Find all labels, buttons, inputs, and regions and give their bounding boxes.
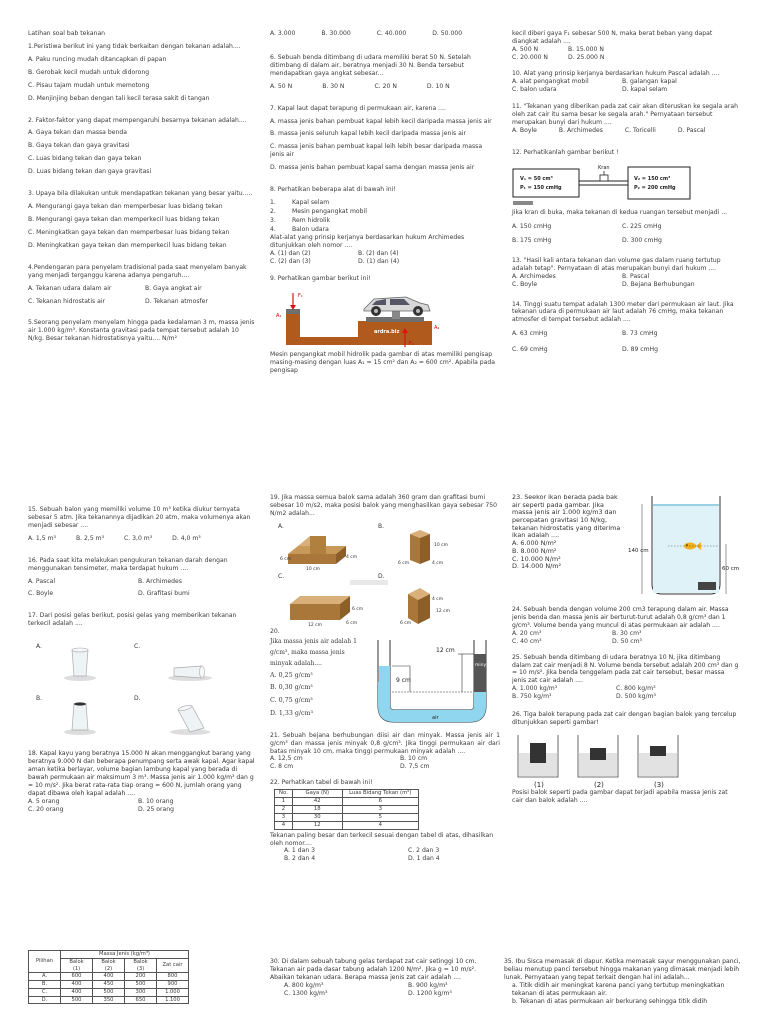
q8-option-d: D. (1) dan (4) (358, 257, 400, 265)
table-cell: 900 (157, 981, 189, 989)
q9-watermark: ardra.biz (374, 329, 400, 336)
q19-dim-d2: 12 cm (436, 608, 451, 614)
q35-option-b: b. Tekanan di atas permukaan air berkurang sehingga titik didih (512, 997, 708, 1005)
q2-option-c: C. Luas bidang tekan dan gaya tekan (28, 155, 142, 163)
q22-prompt: Tekanan paling besar dan terkecil sesuai dengan tabel di atas, dihasilkan oleh nomor.... (270, 831, 494, 847)
table-cell: A. (29, 973, 61, 981)
table-cell: 600 (61, 973, 93, 981)
q12-option-b: B. 175 cmHg (512, 236, 552, 244)
column-right-top (512, 30, 740, 470)
q8-prompt: Alat-alat yang prinsip kerjanya berdasarkan hukum Archimedes ditunjukkan oleh nomor .... (270, 233, 465, 249)
column-middle-top (270, 30, 498, 470)
q11-option-c: C. Toricelli (624, 127, 656, 135)
q19-label-a: A. (278, 522, 284, 530)
q1-option-c: C. Pisau tajam mudah untuk memotong (28, 81, 150, 89)
q9-prompt-continued: kecil diberi gaya F₁ sebesar 500 N, maka berat beban yang dapat diangkat adalah .... (512, 30, 713, 45)
q8-item-3: Rem hidrolik (292, 216, 331, 224)
q8-item-2: Mesin pengangkat mobil (292, 207, 367, 215)
q12-label-p2: P₂ = 200 cmHg (634, 185, 676, 192)
q19-label-c: B. (378, 522, 385, 530)
q8-item-4-num: 4. (270, 225, 276, 233)
table-cell: 6 (342, 798, 418, 806)
q4-option-c: C. Tekanan hidrostatis air (28, 297, 106, 305)
q6-option-a: A. 50 N (270, 82, 293, 90)
blocks-figure (270, 520, 490, 628)
q13-option-d: D. Bejana Berhubungan (622, 280, 695, 288)
q25-option-b: B. 750 kg/m³ (512, 693, 552, 701)
q19-dim-b2: 12 cm (308, 622, 323, 628)
table-row (29, 981, 189, 989)
column-middle-middle (270, 494, 500, 874)
q8-option-b: B. (2) dan (4) (358, 249, 399, 257)
q12-label-v2: V₂ = 150 cm³ (634, 176, 671, 183)
q8-item-2-num: 2. (270, 207, 276, 215)
question-23: 23. Seekor ikan berada pada bak air seperti pada gambar. Jika massa jenis air 1.000 kg/m3 dan percepatan gravitasi 10 N/kg, tekanan hidrostatis yang diterima ikan adalah .... (512, 493, 621, 540)
q9-label-a1: A₁ (276, 313, 282, 320)
question-19: 19. Jika massa semua balok sama adalah 360 gram dan grafitasi bumi sebesar 10 m/s2, maka posisi balok yang menghasilkan gaya sebesar 750 N/m2 adalah... (270, 494, 497, 517)
q16-option-c: C. Boyle (28, 590, 54, 598)
q11-option-b: B. Archimedes (558, 127, 603, 135)
column-left-bottom (28, 950, 256, 1020)
q19-dim-c1: 10 cm (434, 542, 449, 548)
q16-option-d: D. Grafitasi bumi (138, 590, 190, 598)
q13-option-c: C. Boyle (512, 280, 538, 288)
q4-option-b: B. Gaya angkat air (145, 284, 202, 292)
q21-options (270, 755, 500, 771)
table-cell: 350 (93, 996, 125, 1004)
q24-option-d: D. 50 cm³ (612, 637, 642, 645)
table-row (275, 805, 419, 813)
q7-option-d: D. massa jenis bahan pembuat kapal sama dengan massa jenis air (270, 164, 475, 172)
table-cell: 650 (125, 996, 157, 1004)
q11-option-a: A. Boyle (512, 127, 537, 135)
q21-option-a: A. 12,5 cm (270, 755, 303, 763)
table-cell: 500 (61, 996, 93, 1004)
question-21: 21. Sebuah bejana berhubungan diisi air dan minyak. Massa jenis air 1 g/cm³ dan massa jenis minyak 0,8 g/cm³. Jika tinggi permukaan air dari batas minyak 10 cm, maka tinggi permukaan minyak adalah .... (270, 731, 500, 755)
q35-option-a: a. Titik didih air meningkat karena panci yang tertutup meningkatkan tekanan di atas permukaan air. (512, 981, 725, 997)
table-cell: 30 (292, 813, 342, 821)
q9-option-c: C. 20.000 N (512, 53, 548, 61)
question-10: 10. Alat yang prinsip kerjanya berdasarkan hukum Pascal adalah .... (512, 69, 720, 77)
question-24: 24. Sebuah benda dengan volume 200 cm3 terapung dalam air. Massa jenis benda dan massa jenis air berturut-turut adalah 0,8 g/cm³ dan 1 g/cm³. Volume benda yang muncul di atas permukaan air adalah .... (512, 606, 729, 629)
question-11: 11. "Tekanan yang diberikan pada zat cair akan diteruskan ke segala arah oleh zat cair itu sama besar ke segala arah." Pernyataan tersebut merupakan bunyi dari hukum .... (512, 103, 738, 127)
q26-label-1: (1) (534, 780, 544, 789)
column-right-middle (512, 494, 740, 874)
q8-item-3-num: 3. (270, 216, 276, 224)
question-20-number: 20. (270, 627, 280, 635)
q12-label-p1: P₁ = 150 cmHg (520, 185, 562, 192)
question-8: 8. Perhatikan beberapa alat di bawah ini! (270, 186, 396, 194)
table-cell: 200 (125, 973, 157, 981)
q20-label-9cm: 9 cm (396, 676, 411, 684)
glass-positions-figure (28, 636, 238, 744)
question-9: 9. Perhatikan gambar berikut ini! (270, 275, 371, 283)
question-6: 6. Sebuah benda ditimbang di udara memiliki berat 50 N. Setelah ditimbang di dalam air, beratnya menjadi 30 N. Benda tersebut mendapatkan gaya angkat sebesar... (270, 53, 471, 77)
table-cell: 2 (275, 805, 293, 813)
q2-option-d: D. Luas bidang tekan dan gaya gravitasi (28, 168, 152, 176)
question-13: 13. "Hasil kali antara tekanan dan volume gas dalam ruang tertutup adalah tetap". Pernyataan di atas merupakan bunyi dari hukum .... (512, 256, 721, 272)
q19-dim-a2: 10 cm (306, 566, 321, 572)
q22-option-d: D. 1 dan 4 (408, 855, 440, 863)
question-2: 2. Faktor-faktor yang dapat mempengaruhi besarnya tekanan adalah.... (28, 116, 247, 124)
q24-options (512, 630, 740, 646)
q17-label-a: A. (36, 643, 42, 651)
q8-list (270, 199, 498, 234)
table-cell: 400 (61, 988, 93, 996)
worksheet-title: Latihan soal bab tekanan (28, 30, 106, 37)
table-cell: 4 (275, 821, 293, 829)
q20-option-c: C. 0,75 g/cm³ (270, 697, 313, 705)
q24-option-b: B. 30 cm³ (612, 629, 642, 637)
q3-option-a: A. Mengurangi gaya tekan dan memperbesar luas bidang tekan (28, 203, 223, 211)
table-header-cell: Luas Bidang Tekan (m²) (342, 790, 418, 798)
q19-label-b: C. (278, 572, 285, 580)
q18-option-d: D. 25 orang (138, 805, 174, 813)
q26-label-2: (2) (594, 780, 604, 789)
q14-option-d: D. 89 cmHg (622, 346, 658, 354)
table-cell: 300 (125, 988, 157, 996)
table-header-cell: Balok (2) (93, 958, 125, 973)
fish-tank-figure (628, 494, 740, 598)
question-12: 12. Perhatikanlah gambar berikut ! (512, 149, 619, 157)
q9-prompt: Mesin pengangkat mobil hidrolik pada gambar di atas memiliki pengisap masing-masing dengan luas A₁ = 15 cm² dan A₂ = 600 cm². Apabila pada pengisap (270, 351, 495, 375)
q17-label-b: B. (36, 695, 43, 703)
q11-option-d: D. Pascal (677, 127, 706, 135)
q19-dim-b1: 6 cm (352, 606, 364, 612)
q25-option-a: A. 1.000 kg/m³ (512, 685, 558, 693)
q13-option-a: A. Archimedes (512, 272, 556, 280)
column-left-top (28, 30, 256, 470)
table-header-row (29, 951, 189, 959)
q14-option-c: C. 69 cmHg (512, 346, 548, 354)
question-16: 16. Pada saat kita melakukan pengukuran tekanan darah dengan menggunakan tensimeter, maka terdapat hukum .... (28, 556, 228, 572)
q9-option-a: A. 500 N (512, 45, 539, 53)
table-header-cell: Zat cair (157, 958, 189, 973)
q5-option-c: C. 40.000 (376, 30, 407, 37)
q19-dim-c3: 6 cm (398, 560, 410, 566)
q16-options (28, 578, 256, 599)
question-7: 7. Kapal laut dapat terapung di permukaan air, karena .... (270, 104, 446, 112)
gas-chambers-figure (512, 161, 692, 207)
q23-label-60cm: 60 cm (722, 566, 740, 572)
q6-option-b: B. 30 N (322, 82, 345, 90)
table-row (29, 973, 189, 981)
q7-option-c: C. massa jenis bahan pembuat kapal leih lebih besar daripada massa jenis air (270, 143, 483, 159)
q23-option-a: A. 6.000 N/m² (512, 539, 557, 548)
q10-option-b: B. galangan kapal (622, 77, 677, 85)
q18-option-c: C. 20 orang (28, 805, 64, 813)
q19-dim-a1: 4 cm (346, 554, 358, 560)
q3-option-c: C. Meningkatkan gaya tekan dan memperbesar luas bidang tekan (28, 228, 230, 236)
q6-option-d: D. 10 N (426, 82, 450, 90)
table-cell: 400 (93, 973, 125, 981)
q21-option-b: B. 10 cm (400, 755, 428, 763)
table-cell: 500 (93, 988, 125, 996)
q4-options (28, 285, 256, 293)
question-15: 15. Sebuah balon yang memiliki volume 10 m³ ketika diukur ternyata sebesar 5 atm. Jika tekanannya dijadikan 20 atm, maka volumenya akan menjadi sebesar .... (28, 506, 251, 529)
q19-dim-d3: 6 cm (400, 620, 412, 626)
table-cell: 450 (93, 981, 125, 989)
q4-options-2 (28, 298, 256, 306)
q24-option-a: A. 20 cm³ (512, 629, 542, 637)
q24-option-c: C. 40 cm³ (512, 637, 542, 645)
q1-option-a: A. Paku runcing mudah ditancapkan di papan (28, 55, 167, 63)
q6-option-c: C. 20 N (374, 82, 397, 90)
q4-option-d: D. Tekanan atmosfer (145, 297, 208, 305)
q3-option-d: D. Meningkatkan gaya tekan dan memperkecil luas bidang tekan (28, 241, 227, 249)
q17-label-d: D. (134, 695, 141, 703)
force-area-table (274, 789, 419, 829)
q20-option-a: A. 0,25 g/cm³ (270, 671, 313, 679)
q12-options (512, 223, 740, 245)
q20-text (270, 636, 366, 728)
q21-option-c: C. 8 cm (270, 763, 294, 771)
q13-option-b: B. Pascal (622, 272, 650, 280)
q8-options (270, 250, 440, 266)
q15-option-b: B. 2,5 m³ (75, 534, 105, 542)
q14-option-b: B. 73 cmHg (622, 330, 658, 338)
q5-option-d: D. 50.000 (432, 30, 463, 37)
q5-option-b: B. 30.000 (321, 30, 351, 37)
q18-option-b: B. 10 orang (138, 797, 174, 805)
q9-option-b: B. 15.000 N (568, 45, 604, 53)
table-cell: 5 (342, 813, 418, 821)
q8-item-1-num: 1. (270, 199, 276, 207)
q23-block (512, 494, 740, 598)
table-row (275, 813, 419, 821)
q12-label-v1: V₁ = 50 cm³ (520, 176, 553, 183)
q25-option-d: D. 500 kg/m³ (616, 693, 656, 701)
q20-label-air: air (432, 714, 439, 721)
table-header-cell: Massa Jenis (kg/m³) (61, 951, 189, 959)
q15-options (28, 535, 256, 543)
q20-label-12cm: 12 cm (436, 646, 455, 654)
q21-option-d: D. 7,5 cm (400, 763, 430, 771)
column-left-middle (28, 506, 256, 866)
question-35: 35. Ibu Sisca memasak di dapur. Ketika memasak sayur menggunakan panci, beliau menutup panci tersebut hingga makanan yang dimasak menjadi lebih lunak. Pernyataan yang tepat terkait dengan hal ini adalah... (504, 958, 741, 981)
q10-option-c: C. balon udara (512, 85, 557, 93)
q30-option-a: A. 800 kg/m³ (284, 981, 324, 989)
q9-option-d: D. 25.000 N (568, 53, 605, 61)
table-header-cell: Gaya (N) (292, 790, 342, 798)
q26-label-3: (3) (654, 780, 664, 789)
q12-option-a: A. 150 cmHg (512, 222, 552, 230)
column-middle-bottom (270, 958, 500, 1024)
q9-options (512, 46, 740, 62)
q20-block (270, 636, 500, 728)
q8-item-1: Kapal selam (292, 199, 330, 207)
table-cell: 18 (292, 805, 342, 813)
q5-option-a: A. 3.000 (270, 30, 296, 37)
question-14: 14. Tinggi suatu tempat adalah 1300 meter dari permukaan air laut. Jika tekanan udara di permukaan air laut adalah 76 cmHg, maka tekanan atmosfer di tempat tersebut adalah .... (512, 300, 734, 324)
table-cell: 1.000 (157, 988, 189, 996)
table-header-cell: Balok (1) (61, 958, 93, 973)
table-header-cell: No. (275, 790, 293, 798)
q20-option-d: D. 1,33 g/cm³ (270, 709, 314, 717)
q15-option-c: C. 3,0 m³ (124, 534, 153, 542)
q14-option-a: A. 63 cmHg (512, 330, 548, 338)
q8-option-a: A. (1) dan (2) (270, 249, 311, 257)
q19-label-d: D. (378, 572, 385, 580)
table-row (29, 988, 189, 996)
q14-options (512, 330, 740, 354)
q1-option-b: B. Gerobak kecil mudah untuk didorong (28, 68, 150, 76)
q12-prompt: Jika kran di buka, maka tekanan di kedua ruangan tersebut menjadi ... (512, 209, 728, 217)
q19-dim-c2: 4 cm (432, 560, 444, 566)
q30-option-b: B. 900 kg/m³ (408, 981, 448, 989)
q10-option-d: D. kapal selam (622, 85, 668, 93)
table-cell: 500 (125, 981, 157, 989)
q17-label-c: C. (134, 643, 141, 651)
q4-option-a: A. Tekanan udara dalam air (28, 284, 112, 292)
question-5: 5.Seorang penyelam menyelam hingga pada kedalaman 3 m, massa jenis air 1.000 kg/m³. Konstanta gravitasi pada tempat tersebut adalah 10 N/kg. Besar tekanan hidrostatisnya yaitu.... N/m² (28, 319, 255, 343)
q7-option-a: A. massa jenis bahan pembuat kapal lebih kecil daripada massa jenis air (270, 117, 492, 125)
q16-option-b: B. Archimedes (138, 577, 182, 585)
q20-prompt: Jika massa jenis air adalah 1 g/cm³, maka massa jenis minyak adalah.... (270, 637, 357, 668)
q22-option-a: A. 1 dan 3 (284, 847, 316, 855)
q19-dim-d1: 4 cm (432, 596, 444, 602)
q9-label-f1: F₁ (298, 293, 303, 300)
q10-options (512, 78, 740, 94)
table-cell: 3 (342, 805, 418, 813)
table-cell: 800 (157, 973, 189, 981)
q9-label-a2: A₂ (434, 325, 440, 332)
question-17: 17. Dari posisi gelas berikut, posisi gelas yang memberikan tekanan terkecil adalah .... (28, 612, 237, 628)
table-cell: 1 (275, 798, 293, 806)
question-22: 22. Perhatikan tabel di bawah ini! (270, 779, 373, 787)
question-26: 26. Tiga balok terapung pada zat cair dengan bagian balok yang tercelup ditunjukkan seperti gambar! (512, 711, 737, 727)
q18-option-a: A. 5 orang (28, 797, 60, 805)
q23-label-140cm: 140 cm (628, 548, 649, 554)
q10-option-a: A. alat pengangkat mobil (512, 77, 589, 85)
q12-option-d: D. 300 cmHg (622, 236, 662, 244)
q2-option-b: B. Gaya tekan dan gaya gravitasi (28, 142, 130, 150)
question-3: 3. Upaya bila dilakukan untuk mendapatkan tekanan yang besar yaitu..... (28, 190, 253, 198)
question-30: 30. Di dalam sebuah tabung gelas terdapat zat cair setinggi 10 cm. Tekanan air pada dasar tabung adalah 1200 N/m². Jika g = 10 m/s². Abaikan tekanan udara. Berapa massa jenis zat cair adalah .... (270, 958, 477, 981)
q15-option-d: D. 4,0 m³ (172, 534, 201, 542)
q18-options (28, 798, 256, 814)
q15-option-a: A. 1,5 m³ (28, 534, 56, 542)
u-tube-figure (370, 636, 494, 728)
density-table (28, 950, 189, 1004)
q23-option-d: D. 14.000 N/m² (512, 562, 562, 571)
column-right-bottom (504, 958, 744, 1024)
table-cell: 400 (61, 981, 93, 989)
q19-dim-b3: 6 cm (346, 620, 358, 626)
question-1: 1.Peristiwa berikut ini yang tidak berkaitan dengan tekanan adalah.... (28, 42, 241, 50)
q25-options (512, 685, 740, 701)
q26-prompt: Posisi balok seperti pada gambar dapat terjadi apabila massa jenis zat cair dan balok adalah .... (512, 788, 728, 804)
table-header-cell: Pilihan (29, 951, 61, 973)
q12-label-kran: Kran (598, 165, 610, 172)
table-cell: D. (29, 996, 61, 1004)
floating-blocks-figure (512, 727, 692, 789)
table-cell: B. (29, 981, 61, 989)
table-cell: 1.100 (157, 996, 189, 1004)
table-cell: 3 (275, 813, 293, 821)
table-cell: C. (29, 988, 61, 996)
table-row (29, 996, 189, 1004)
q22-option-b: B. 2 dan 4 (284, 855, 316, 863)
question-4: 4.Pendengaran para penyelam tradisional pada saat menyelam banyak yang menjadi terganggu karena adanya pengaruh.... (28, 263, 247, 279)
q2-option-a: A. Gaya tekan dan massa benda (28, 129, 127, 137)
q3-option-b: B. Mengurangi gaya tekan dan memperkecil luas bidang tekan (28, 215, 220, 223)
table-cell: 12 (292, 821, 342, 829)
q30-option-c: C. 1300 kg/m³ (284, 989, 328, 997)
q23-option-c: C. 10.000 N/m² (512, 554, 561, 563)
q8-item-4: Balon udara (292, 225, 329, 233)
q20-option-b: B. 0,30 g/cm³ (270, 684, 313, 692)
q13-options (512, 273, 740, 289)
question-25: 25. Sebuah benda ditimbang di udara beratnya 10 N, jika ditimbang dalam zat cair menjadi 8 N. Volume benda tersebut adalah 200 cm³ dan g = 10 m/s². Jika benda tenggelam pada zat cair tersebut, besar massa jenis zat cair adalah .... (512, 653, 739, 685)
table-cell: 4 (342, 821, 418, 829)
q25-option-c: C. 800 kg/m³ (616, 685, 656, 693)
q30-option-d: D. 1200 kg/m³ (408, 989, 452, 997)
table-cell: 42 (292, 798, 342, 806)
q19-dim-a3: 6 cm (280, 556, 292, 562)
q11-options (512, 127, 740, 135)
q22-options (270, 847, 500, 863)
q16-option-a: A. Pascal (28, 577, 56, 585)
q20-label-minyak: minyak (475, 662, 492, 668)
table-header-row (275, 790, 419, 798)
question-18: 18. Kapal kayu yang beratnya 15.000 N akan menggangkut barang yang beratnya 9.000 N dan beberapa penumpang serta awak kapal. Agar kapal aman ketika berlayar, volume bagian lambung kapal yang berada di bawah permukaan air maksimum 3 m³. Massa jenis air 1.000 kg/m³ dan g = 10 m/s². Jika berat rata-rata tiap orang = 600 N, jumlah orang yang dapat dibawa oleh kapal adalah .... (28, 750, 255, 797)
q9-label-f2: F₂ (409, 341, 414, 348)
q12-option-c: C. 225 cmHg (622, 222, 662, 230)
table-row (275, 821, 419, 829)
q8-option-c: C. (2) dan (3) (270, 257, 311, 265)
q30-options (270, 982, 500, 998)
q22-option-c: C. 2 dan 3 (408, 847, 440, 855)
q6-options (270, 83, 498, 91)
hydraulic-lift-figure (274, 287, 444, 349)
table-row (275, 798, 419, 806)
q5-options (270, 30, 498, 38)
table-header-cell: Balok (3) (125, 958, 157, 973)
q1-option-d: D. Menjinjing beban dengan tali kecil terasa sakit di tangan (28, 94, 210, 102)
q7-option-b: B. massa jenis seluruh kapal lebih kecil daripada massa jenis air (270, 130, 467, 138)
q23-option-b: B. 8.000 N/m² (512, 546, 557, 555)
